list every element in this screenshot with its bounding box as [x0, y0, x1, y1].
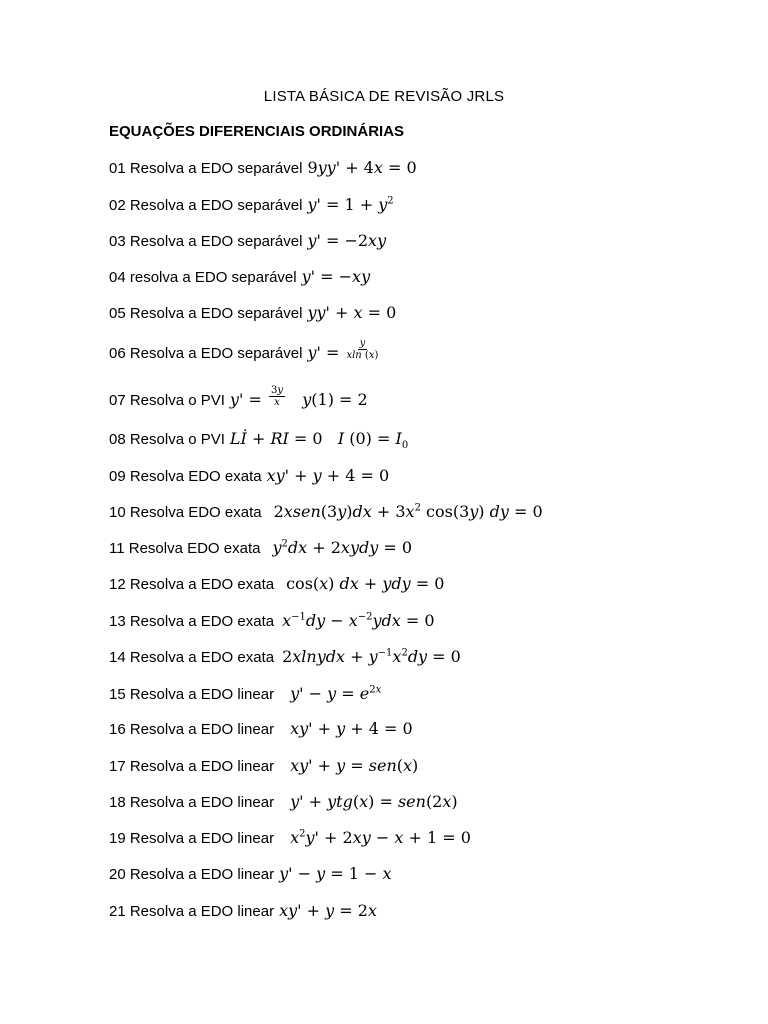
exercise-label: 02 Resolva a EDO separável — [109, 197, 303, 214]
equation: 2xsen(3y)dx + $3x^2$ cos(3y) dy = 0 — [273, 502, 543, 521]
exercise-label: 09 Resolva EDO exata — [109, 468, 262, 485]
exercise-label: 15 Resolva a EDO linear — [109, 686, 275, 703]
exercise-04 — [109, 267, 370, 286]
exercise-label: 03 Resolva a EDO separável — [109, 233, 303, 250]
exercise-07 — [109, 385, 368, 412]
equation: y' = −2xy — [307, 231, 387, 250]
exercise-label: 16 Resolva a EDO linear — [109, 721, 275, 738]
section-title: EQUAÇÕES DIFERENCIAIS ORDINÁRIAS — [109, 123, 405, 140]
page-title: LISTA BÁSICA DE REVISÃO JRLS — [263, 88, 505, 105]
exercise-label: 13 Resolva a EDO exata — [109, 613, 275, 630]
exercise-label: 07 Resolva o PVI — [109, 392, 225, 409]
exercise-14 — [109, 647, 461, 666]
exercise-label: 10 Resolva EDO exata — [109, 504, 262, 521]
exercise-label: 01 Resolva a EDO separável — [109, 160, 303, 177]
equation: 9yy' + 4x = 0 — [307, 158, 417, 177]
exercise-10 — [109, 502, 543, 521]
equation: xy' + y + 4 = 0 — [290, 719, 413, 738]
exercise-13 — [109, 611, 435, 630]
exercise-label: 19 Resolva a EDO linear — [109, 830, 275, 847]
exercise-label: 17 Resolva a EDO linear — [109, 758, 275, 775]
exercise-label: 20 Resolva a EDO linear — [109, 866, 275, 883]
equation: $y' = 1 + y^2$ — [307, 195, 394, 214]
exercise-16 — [109, 719, 413, 738]
equation: xy' + y = sen(x) — [290, 756, 419, 775]
equation: $y' - y = e^{2x}$ — [290, 684, 382, 703]
equation: y' − y = 1 − x — [279, 864, 392, 883]
equation: 2xlnydx + $y^{-1}x^2dy = 0$ — [282, 647, 461, 666]
exercise-20 — [109, 864, 392, 883]
exercise-11 — [109, 538, 412, 557]
exercise-15 — [109, 684, 381, 703]
exercise-08 — [109, 429, 408, 451]
exercise-09 — [109, 466, 389, 485]
exercise-label: 18 Resolva a EDO linear — [109, 794, 275, 811]
exercise-02 — [109, 195, 394, 214]
exercise-label: 14 Resolva a EDO exata — [109, 649, 275, 666]
equation: y' = $\frac{3y}{x}$ y(1) = 2 — [229, 385, 368, 409]
equation: xy' + y = 2x — [279, 901, 377, 920]
equation: Lİ + RI = 0 I $(0) = I_0$ — [229, 429, 409, 452]
exercise-label: 21 Resolva a EDO linear — [109, 903, 275, 920]
exercise-21 — [109, 901, 377, 920]
equation: $x^{-1}dy - x^{-2}ydx = 0$ — [282, 611, 435, 630]
equation: $x^2y' + 2xy - x + 1 = 0$ — [290, 828, 471, 847]
equation: y' + ytg(x) = sen(2x) — [290, 792, 458, 811]
exercise-label: 06 Resolva a EDO separável — [109, 345, 303, 362]
exercise-label: 04 resolva a EDO separável — [109, 269, 297, 286]
exercise-label: 12 Resolva a EDO exata — [109, 576, 275, 593]
exercise-label: 05 Resolva a EDO separável — [109, 305, 303, 322]
equation: $y^2dx$ + 2xydy = 0 — [272, 538, 413, 557]
equation: xy' + y + 4 = 0 — [266, 466, 390, 485]
exercise-06 — [109, 338, 380, 365]
equation: y' = $\frac{y}{xln (x)}$ — [307, 338, 379, 362]
exercise-03 — [109, 231, 386, 250]
exercise-label: 08 Resolva o PVI — [109, 431, 225, 448]
exercise-label: 11 Resolva EDO exata — [109, 540, 261, 557]
exercise-12 — [109, 574, 444, 593]
exercise-01 — [109, 158, 417, 177]
equation: y' = −xy — [301, 267, 371, 286]
exercise-19 — [109, 828, 471, 847]
exercise-18 — [109, 792, 458, 811]
exercise-05 — [109, 303, 396, 322]
equation: yy' + x = 0 — [307, 303, 397, 322]
exercise-17 — [109, 756, 418, 775]
equation: cos(x) dx + ydy = 0 — [286, 574, 445, 593]
